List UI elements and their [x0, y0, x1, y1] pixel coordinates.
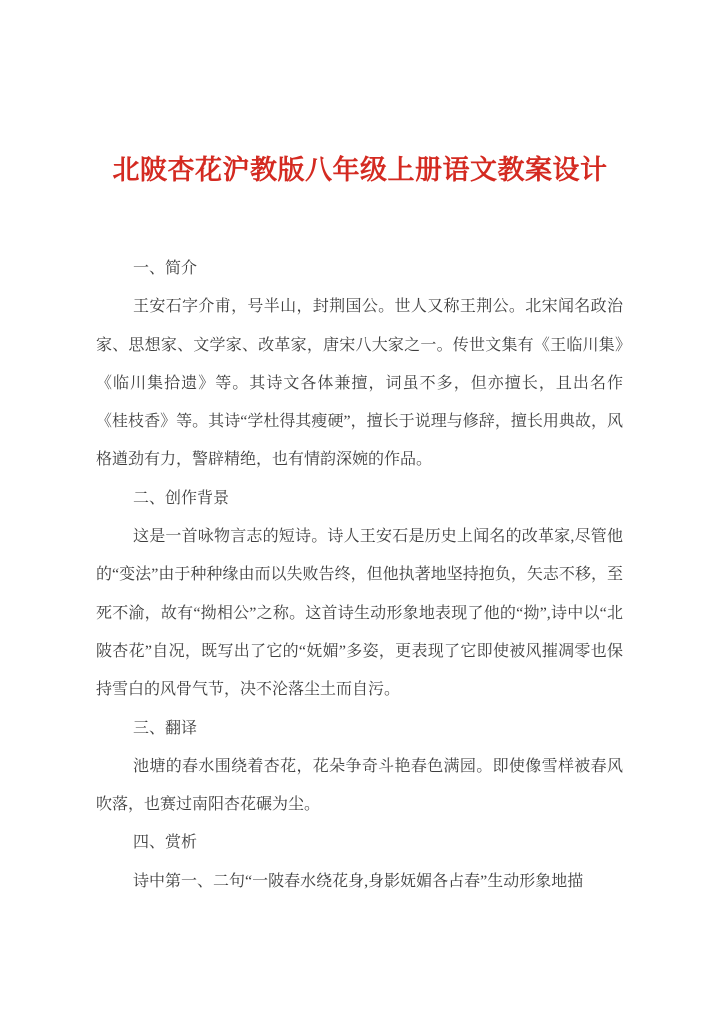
section-2-paragraph: 这是一首咏物言志的短诗。诗人王安石是历史上闻名的改革家,尽管他的“变法”由于种种缘由而以失败告终，但他执著地坚持抱负，矢志不移，至死不渝，故有“拗相公”之称。这首诗生动形象地表现了他的“拗”,诗中以“北陂杏花”自况，既写出了它的“妩媚”多姿，更表现了它即使被风摧凋零也保持雪白的风骨气节，决不沦落尘土而自污。: [96, 528, 623, 699]
section-4-paragraph: 诗中第一、二句“一陂春水绕花身,身影妩媚各占春”生动形象地描: [133, 872, 584, 890]
section-3-paragraph: 池塘的春水围绕着杏花，花朵争奇斗艳春色满园。即使像雪样被春风吹落，也赛过南阳杏花碾为尘。: [96, 757, 623, 814]
section-3-heading: 三、翻译: [133, 719, 198, 737]
section-1-paragraph: 王安石字介甫，号半山，封荆国公。世人又称王荆公。北宋闻名政治家、思想家、文学家、改革家，唐宋八大家之一。传世文集有《王临川集》《临川集拾遗》等。其诗文各体兼擅，词虽不多，但亦擅长，且出名作《桂枝香》等。其诗“学杜得其瘦硬”，擅长于说理与修辞，擅长用典故，风格遒劲有力，警辟精绝，也有情韵深婉的作品。: [96, 298, 623, 469]
document-body: [96, 250, 623, 901]
section-4-heading: 四、赏析: [133, 834, 198, 852]
document-title: 北陂杏花沪教版八年级上册语文教案设计: [112, 155, 608, 185]
section-1-heading: 一、简介: [133, 260, 198, 277]
section-2-heading: 二、创作背景: [133, 489, 230, 507]
